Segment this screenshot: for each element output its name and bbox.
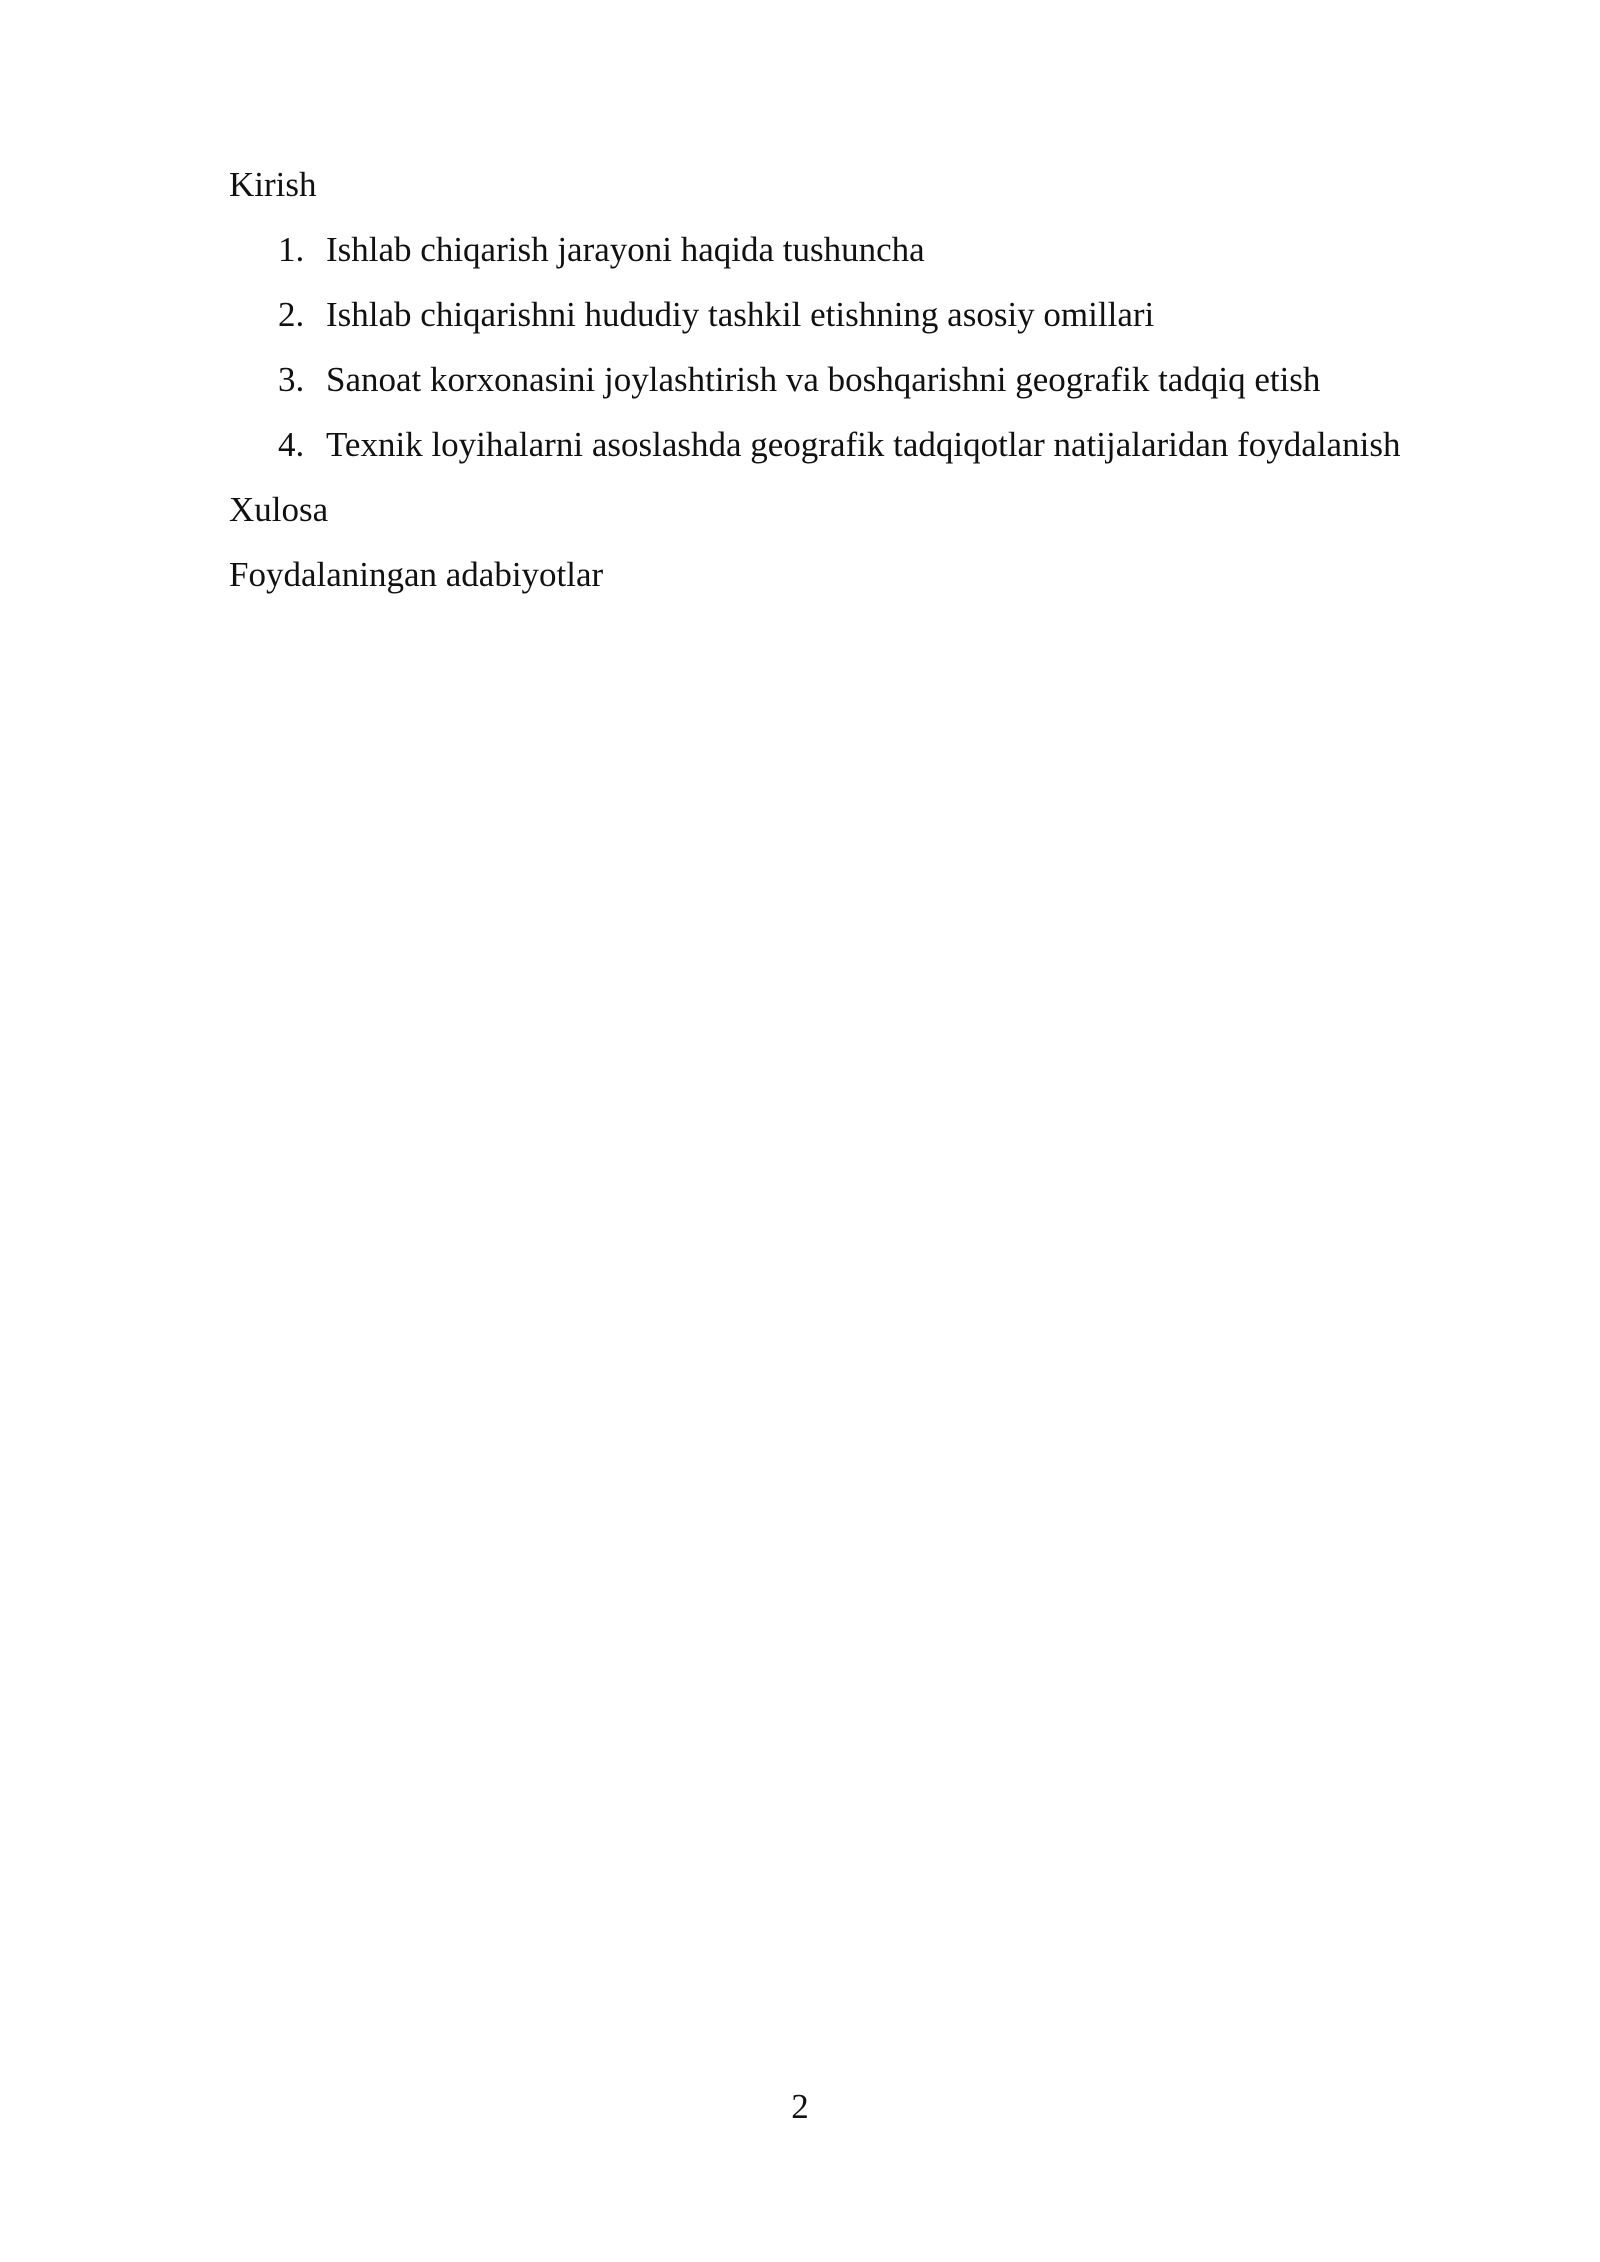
toc-chapter-3 [229,347,1529,412]
toc-chapter-1 [229,217,1529,282]
toc-conclusion: Xulosa [229,490,329,529]
table-of-contents [229,152,1529,607]
toc-chapter-number: 2. [278,295,305,334]
toc-chapter-number: 3. [278,360,305,399]
page-number: 2 [791,2087,809,2126]
toc-intro: Kirish [229,165,317,204]
toc-chapter-number: 1. [278,230,305,269]
toc-references: Foydalaningan adabiyotlar [229,555,604,594]
toc-chapter-title: Texnik loyihalarni asoslashda geografik tadqiqotlar natijalaridan foydalanish [326,425,1401,464]
toc-chapter-4 [229,412,1529,477]
toc-chapter-list [229,217,1529,477]
toc-chapter-title: Ishlab chiqarishni hududiy tashkil etishning asosiy omillari [326,295,1155,334]
toc-chapter-title: Sanoat korxonasini joylashtirish va boshqarishni geografik tadqiq etish [326,360,1321,399]
toc-chapter-2 [229,282,1529,347]
toc-chapter-number: 4. [278,425,305,464]
toc-chapter-title: Ishlab chiqarish jarayoni haqida tushuncha [326,230,925,269]
